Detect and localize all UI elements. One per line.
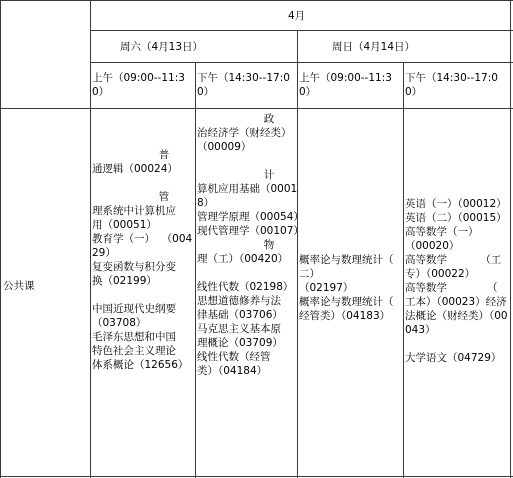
course-line: 教育学（一） （004 — [92, 233, 193, 245]
course-line: 高等数学 （ — [405, 282, 498, 294]
course-line: 类）（04184） — [197, 365, 268, 377]
course-line — [197, 266, 304, 280]
course-line — [92, 288, 192, 302]
course-line: 治经济学（财经类） — [197, 127, 292, 139]
course-line: 概率论与数理统计（ — [299, 254, 394, 266]
grid-line-bottom — [0, 476, 513, 477]
course-line: 高等数学 （工 — [405, 254, 502, 266]
course-line: 概率论与数理统计（ — [299, 296, 394, 308]
sat-am-header: 上午（09:00--11:3 0） — [92, 72, 185, 98]
course-line: 线性代数（经管 — [197, 351, 271, 363]
course-line: 专）（00022） — [405, 268, 476, 280]
course-line — [92, 176, 192, 190]
course-line: 思想道德修养与法 — [197, 295, 281, 307]
sun-pm-header: 下午（14:30--17:0 0） — [405, 72, 498, 98]
course-line: 特色社会主义理论 — [92, 345, 176, 357]
course-line: （00020） — [405, 240, 460, 252]
course-line: 理系统中计算机应 — [92, 205, 176, 217]
grid-line-sun-am — [403, 62, 404, 478]
sun-am-header: 上午（09:00--11:3 0） — [299, 72, 392, 98]
course-line: （03708） — [92, 317, 147, 329]
grid-line-day-bottom — [90, 62, 513, 63]
course-line: 通逻辑（00024） — [92, 163, 178, 175]
course-line: 马克思主义基本原 — [197, 323, 281, 335]
course-line: 理概论（03709） — [197, 337, 283, 349]
course-line: 算机应用基础（0001 — [197, 183, 298, 195]
sat-pm-header: 下午（14:30--17:0 0） — [197, 72, 290, 98]
course-line: 体系概论（12656） — [92, 359, 189, 371]
course-line: 英语（二）（00015） — [405, 212, 507, 224]
course-line — [197, 154, 304, 168]
course-line: 法概论（财经类）（00 — [405, 310, 508, 322]
course-line: 工本）（00023）经济 — [405, 296, 507, 308]
grid-line-sat-am — [195, 62, 196, 478]
course-line: 理（工）（00420） — [197, 253, 289, 265]
course-line: 物 — [197, 239, 275, 251]
category-cell: 公共课 — [3, 280, 35, 292]
course-line: 英语（一）（00012） — [405, 198, 507, 210]
course-line: 计 — [197, 169, 275, 181]
grid-line-left — [0, 0, 1, 478]
sat-am-courses — [92, 148, 192, 372]
course-line: 29） — [92, 247, 116, 259]
course-line: 普 — [92, 149, 170, 161]
course-line: 8） — [197, 197, 215, 209]
course-line: 043） — [405, 324, 436, 336]
course-line: 用（00051） — [92, 219, 157, 231]
course-line: 管 — [92, 191, 170, 203]
course-line: 大学语文（04729） — [405, 352, 502, 364]
course-line: 复变函数与积分变 — [92, 261, 176, 273]
course-line — [405, 337, 508, 351]
grid-line-right — [510, 0, 511, 478]
sunday-header: 周日（4月14日） — [332, 41, 416, 53]
course-line: （00009） — [197, 141, 252, 153]
grid-line-category — [90, 0, 91, 478]
course-line: 政 — [197, 113, 275, 125]
course-line: 二） — [299, 268, 320, 280]
course-line: 经管类）（04183） — [299, 310, 391, 322]
course-line: 线性代数（02198） — [197, 281, 294, 293]
grid-line-top — [0, 0, 513, 1]
course-line: 高等数学（一） — [405, 226, 479, 238]
saturday-header: 周六（4月13日） — [120, 41, 204, 53]
month-header: 4月 — [288, 10, 306, 22]
course-line: 律基础（03706） — [197, 309, 283, 321]
grid-line-month-bottom — [90, 30, 513, 31]
course-line: 现代管理学（00107） — [197, 225, 304, 237]
course-line: （02197） — [299, 282, 354, 294]
sun-pm-courses — [405, 197, 508, 365]
sat-pm-courses — [197, 112, 304, 378]
sun-am-courses — [299, 253, 394, 323]
course-line: 换（02199） — [92, 275, 157, 287]
grid-line-header-bottom — [0, 108, 513, 109]
course-line: 毛泽东思想和中国 — [92, 331, 176, 343]
course-line: 管理学原理（00054） — [197, 211, 304, 223]
course-line: 中国近现代史纲要 — [92, 303, 176, 315]
